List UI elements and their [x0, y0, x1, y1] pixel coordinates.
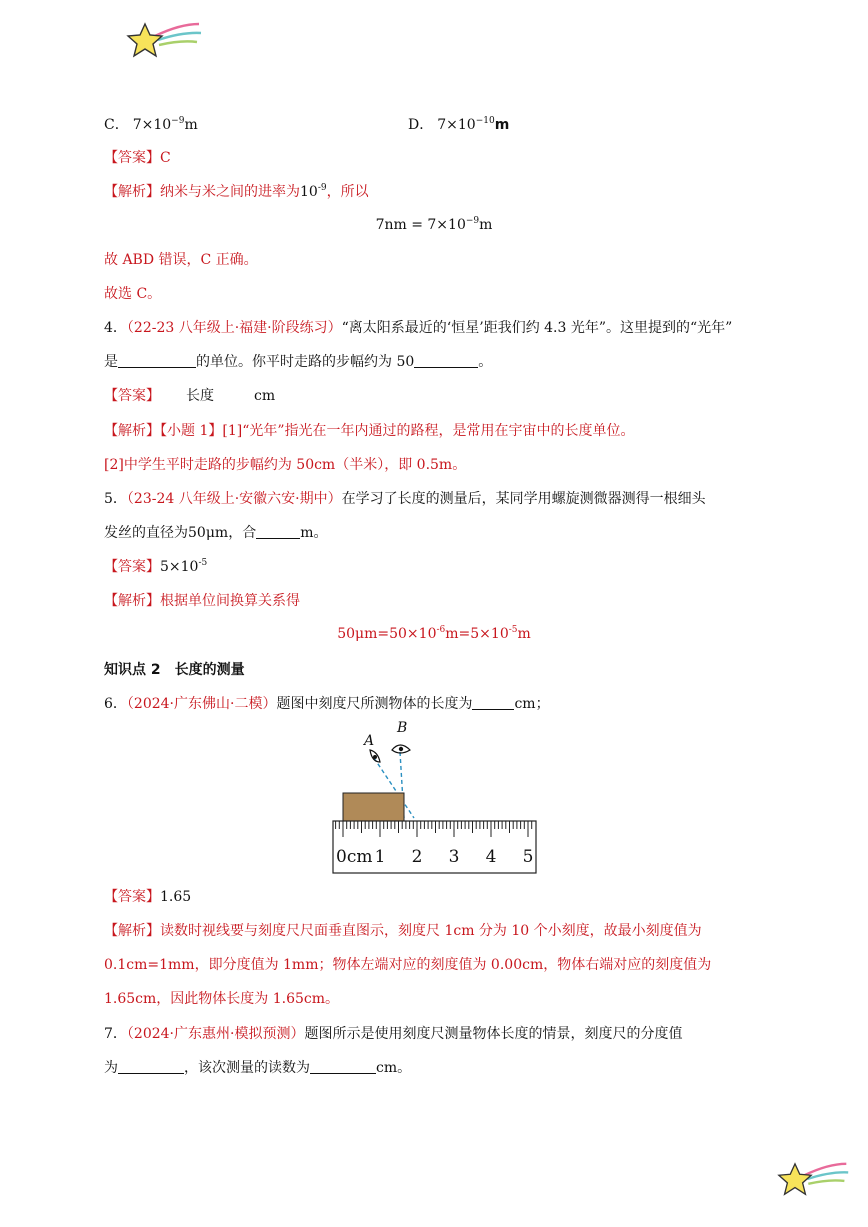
label-a: A [364, 733, 375, 749]
label-b: B [397, 720, 408, 736]
q4-explanation-1: 【解析】【小题 1】[1]“光年”指光在一年内通过的路程，是常用在宇宙中的长度单位。 [104, 423, 635, 439]
shooting-star-icon [125, 18, 205, 64]
ruler-tick-label: 1 [374, 847, 386, 867]
ruler-figure [330, 716, 540, 876]
ruler-tick-label: 2 [411, 847, 423, 867]
q5-formula: $50\mu m=50\times 10^{-6}m=5\times 10^{-5}m$ [337, 625, 531, 642]
eye-icon-b [392, 745, 410, 753]
q4-answer: 【答案】 长度 cm [104, 388, 276, 404]
q6-stem: 6．（2024·广东佛山·二模）题图中刻度尺所测物体的长度为 cm； [104, 696, 550, 712]
q6-answer: 【答案】1.65 [104, 889, 192, 905]
q6-explanation-2: 0.1cm=1mm，即分度值为 1mm；物体左端对应的刻度值为 0.00cm，物体右端对应的刻度值为 [104, 957, 712, 973]
q5-explanation: 【解析】根据单位间换算关系得 [104, 593, 300, 609]
q4-blank-2[interactable] [414, 353, 478, 368]
q7-stem-line2: 为 ，该次测量的读数为 cm。 [104, 1060, 412, 1076]
q3-explanation: 【解析】纳米与米之间的进率为$10^{-9}$，所以 [104, 183, 369, 200]
q3-answer: 【答案】C [104, 150, 171, 166]
eye-icon-a [370, 750, 380, 762]
q5-stem-line2: 发丝的直径为50μm，合 m。 [104, 525, 328, 541]
ruler-tick-label: 0cm [336, 847, 373, 867]
q5-blank[interactable] [256, 524, 300, 539]
q7-blank-1[interactable] [118, 1059, 184, 1074]
shooting-star-icon [776, 1158, 852, 1202]
q7-stem-line1: 7．（2024·广东惠州·模拟预测）题图所示是使用刻度尺测量物体长度的情景，刻度尺的分度值 [104, 1026, 683, 1042]
option-c: C． $7\times 10^{-9}m$ [104, 116, 198, 133]
q7-blank-2[interactable] [310, 1059, 376, 1074]
q6-explanation-1: 【解析】读数时视线要与刻度尺尺面垂直图示，刻度尺 1cm 分为 10 个小刻度，故最小刻度值为 [104, 923, 702, 939]
q4-stem-line2: 是 的单位。你平时走路的步幅约为 50 。 [104, 354, 493, 370]
ruler-tick-label: 5 [522, 847, 534, 867]
section-heading: 知识点 2 长度的测量 [104, 662, 245, 678]
q5-stem-line1: 5．（23-24 八年级上·安徽六安·期中）在学习了长度的测量后，某同学用螺旋测微器测得一根细头 [104, 491, 706, 507]
q4-stem-line1: 4．（22-23 八年级上·福建·阶段练习）“离太阳系最近的‘恒星’距我们约 4.3 光年”。这里提到的“光年” [104, 320, 733, 336]
q5-answer: 【答案】$5\times 10^{-5}$ [104, 558, 208, 575]
ruler-tick-label: 4 [485, 847, 497, 867]
q6-blank[interactable] [472, 695, 514, 710]
measured-object [343, 793, 404, 821]
q6-explanation-3: 1.65cm，因此物体长度为 1.65cm。 [104, 991, 340, 1007]
q3-conclusion-1: 故 ABD 错误，C 正确。 [104, 252, 258, 268]
q4-explanation-2: [2]中学生平时走路的步幅约为 50cm（半米），即 0.5m。 [104, 457, 467, 473]
q4-blank-1[interactable] [118, 353, 196, 368]
q3-formula: $7nm = 7\times 10^{-9}m$ [375, 216, 493, 233]
option-d: D． $7\times 10^{-10}m$ [408, 116, 510, 133]
q3-conclusion-2: 故选 C。 [104, 286, 162, 302]
ruler-tick-label: 3 [448, 847, 460, 867]
